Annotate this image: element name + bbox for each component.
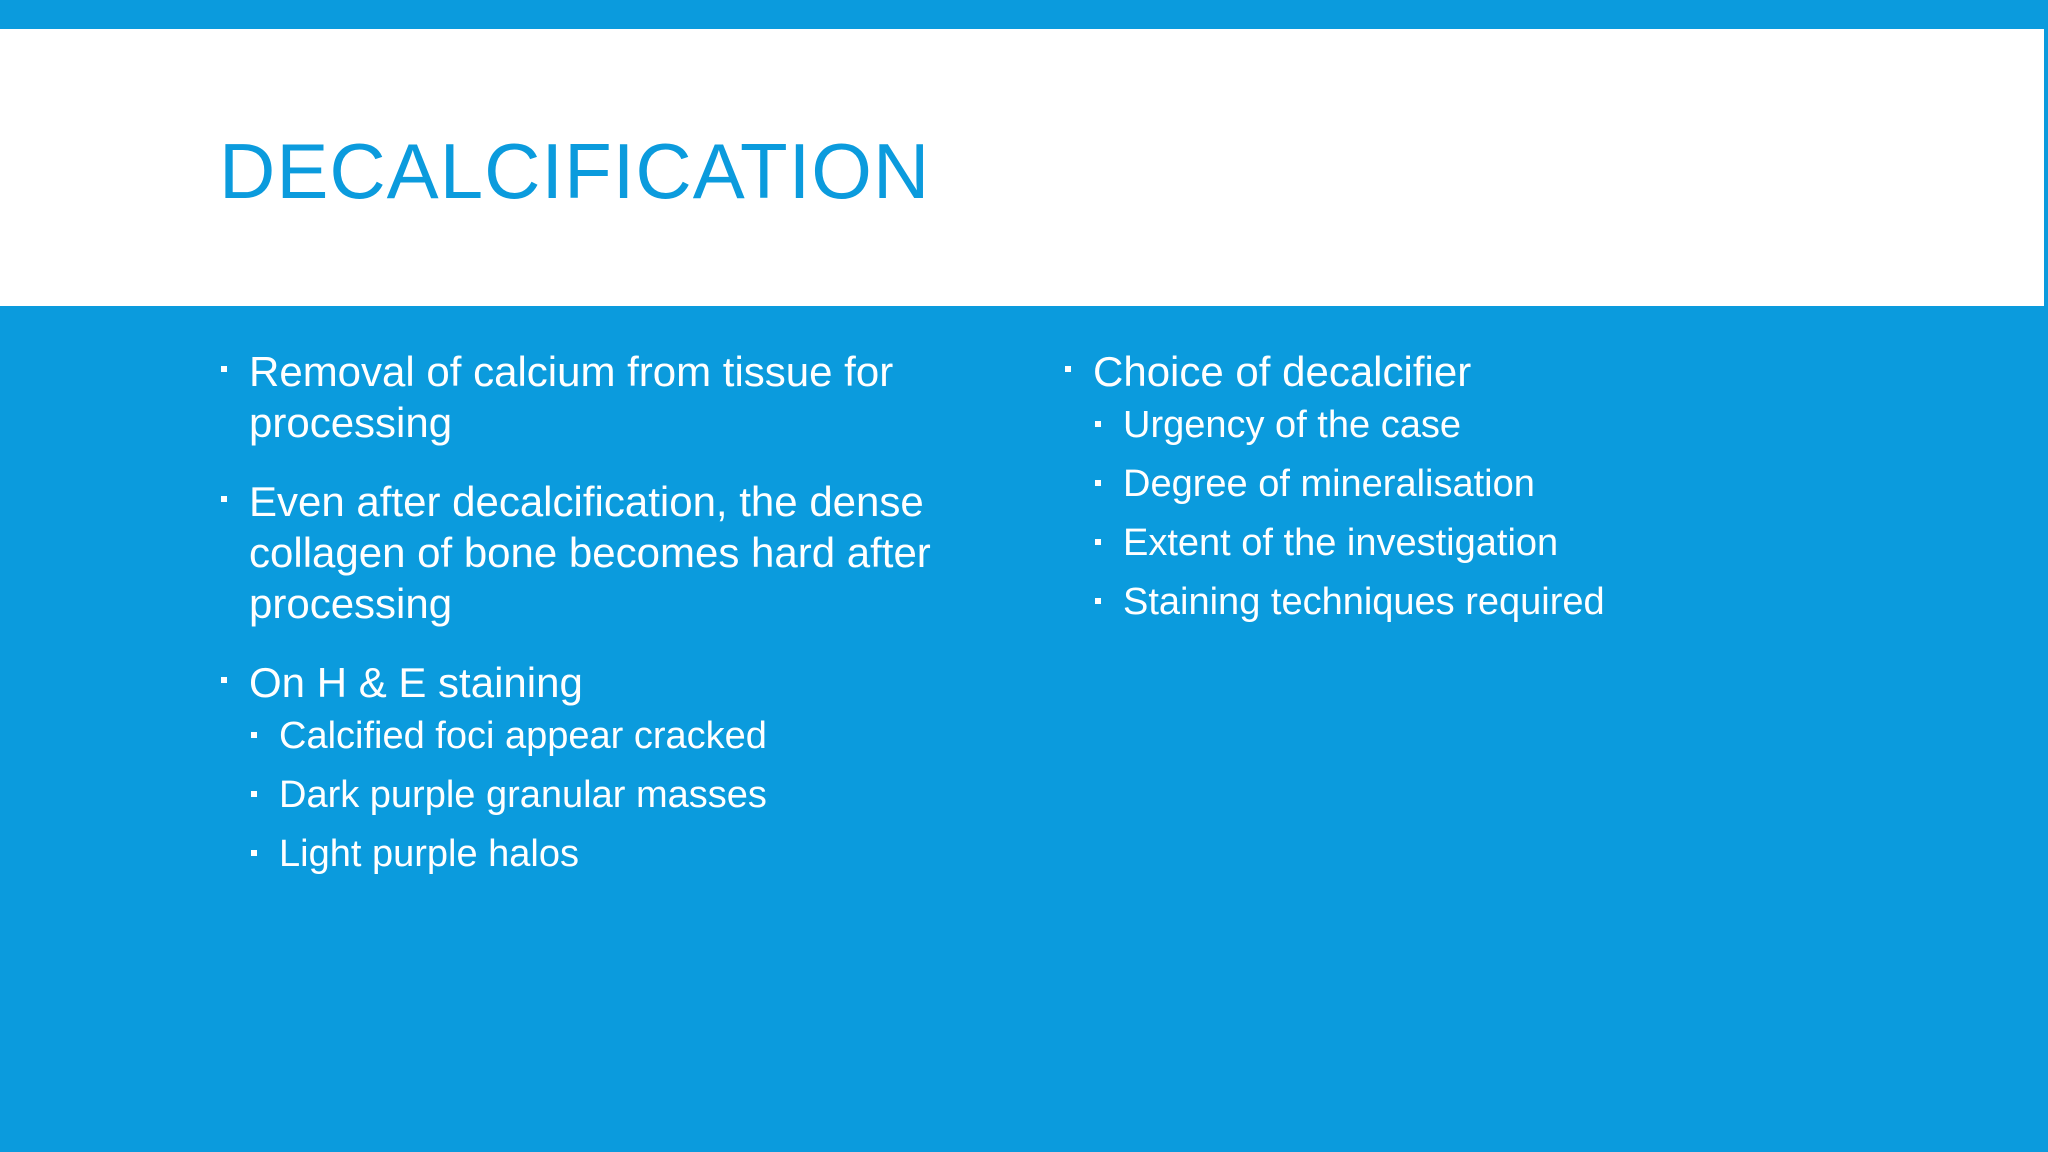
left-bullet-list: [219, 346, 1019, 876]
bullet-text: Even after decalcification, the dense collagen of bone becomes hard after processing: [249, 478, 931, 627]
sub-bullet-item: [249, 714, 1019, 758]
sub-bullet-text: Urgency of the case: [1123, 404, 1461, 446]
sub-bullet-item: [1093, 580, 1863, 624]
square-bullet-icon: [1095, 421, 1101, 427]
square-bullet-icon: [1065, 366, 1071, 372]
sub-bullet-text: Calcified foci appear cracked: [279, 715, 767, 757]
square-bullet-icon: [221, 366, 227, 372]
sub-bullet-text: Degree of mineralisation: [1123, 463, 1535, 505]
sub-bullet-text: Staining techniques required: [1123, 581, 1605, 623]
sub-bullet-item: [249, 773, 1019, 817]
title-panel: [0, 29, 2048, 306]
square-bullet-icon: [251, 850, 257, 856]
square-bullet-icon: [251, 732, 257, 738]
left-column: [219, 346, 1019, 891]
square-bullet-icon: [221, 677, 227, 683]
square-bullet-icon: [1095, 598, 1101, 604]
sub-bullet-text: Extent of the investigation: [1123, 522, 1559, 564]
square-bullet-icon: [1095, 539, 1101, 545]
bullet-item: [219, 657, 1019, 876]
bullet-text: Choice of decalcifier: [1093, 348, 1472, 395]
sub-bullet-list: [249, 714, 1019, 876]
sub-bullet-text: Light purple halos: [279, 833, 579, 875]
sub-bullet-item: [249, 832, 1019, 876]
bullet-item: [219, 346, 1019, 448]
slide-title: DECALCIFICATION: [219, 127, 931, 215]
sub-bullet-item: [1093, 462, 1863, 506]
square-bullet-icon: [221, 496, 227, 502]
right-bullet-list: [1063, 346, 1863, 624]
square-bullet-icon: [1095, 480, 1101, 486]
bullet-item: [219, 476, 1019, 629]
bullet-text: Removal of calcium from tissue for processing: [249, 348, 894, 446]
sub-bullet-item: [1093, 403, 1863, 447]
sub-bullet-item: [1093, 521, 1863, 565]
sub-bullet-list: [1093, 403, 1863, 624]
square-bullet-icon: [251, 791, 257, 797]
sub-bullet-text: Dark purple granular masses: [279, 774, 767, 816]
bullet-text: On H & E staining: [249, 659, 583, 706]
content-area: [0, 306, 2048, 1152]
top-accent-band: [0, 0, 2048, 29]
right-column: [1063, 346, 1863, 639]
bullet-item: [1063, 346, 1863, 624]
